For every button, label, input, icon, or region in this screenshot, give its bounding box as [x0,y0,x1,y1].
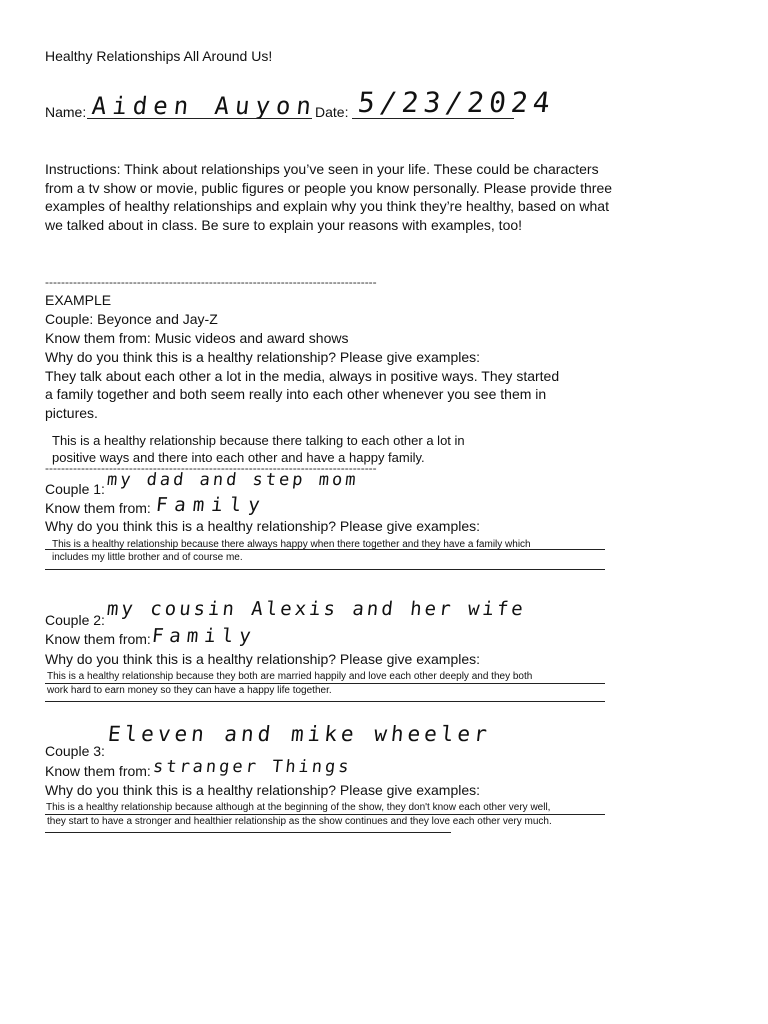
example-heading: EXAMPLE [45,292,112,308]
name-value[interactable]: Aiden Auyon [90,92,319,120]
example-answer-line: pictures. [45,405,98,421]
answer-underline [45,569,605,570]
know-value[interactable]: stranger Things [151,757,353,777]
answer-line[interactable]: This is a healthy relationship because although at the beginning of the show, they don't know each other very well, [46,802,551,813]
example-couple: Couple: Beyonce and Jay-Z [45,311,218,327]
student-answer-line[interactable]: positive ways and there into each other and have a happy family. [52,450,425,465]
know-label: Know them from: [45,500,151,516]
example-question: Why do you think this is a healthy relationship? Please give examples: [45,349,481,365]
couple-value[interactable]: Eleven and mike wheeler [106,722,493,746]
example-answer-line: a family together and both seem really into each other whenever you see them in [45,386,547,402]
couple-value[interactable]: my dad and step mom [105,470,360,490]
know-label: Know them from: [45,763,151,779]
divider: ----------------------------------------------------------------------------------- [45,276,377,288]
page-title: Healthy Relationships All Around Us! [45,48,273,64]
couple-label: Couple 2: [45,612,105,628]
know-value[interactable]: Family [154,494,268,516]
date-underline [352,118,514,119]
question: Why do you think this is a healthy relationship? Please give examples: [45,651,481,667]
couple-value[interactable]: my cousin Alexis and her wife [105,598,527,620]
couple-label: Couple 1: [45,481,105,497]
example-answer-line: They talk about each other a lot in the media, always in positive ways. They started [45,368,560,384]
answer-underline [45,701,605,702]
date-label: Date: [315,104,349,120]
date-value[interactable]: 5/23/2024 [356,86,557,119]
answer-underline [45,549,605,550]
answer-line[interactable]: work hard to earn money so they can have a happy life together. [47,685,332,696]
name-label: Name: [45,104,87,120]
divider: ----------------------------------------------------------------------------------- [45,462,377,474]
question: Why do you think this is a healthy relationship? Please give examples: [45,518,481,534]
student-answer-line[interactable]: This is a healthy relationship because there talking to each other a lot in [52,433,465,448]
know-label: Know them from: [45,631,151,647]
answer-line[interactable]: This is a healthy relationship because there always happy when there together and they have a family which [52,539,531,550]
question: Why do you think this is a healthy relationship? Please give examples: [45,782,481,798]
couple-label: Couple 3: [45,743,105,759]
know-value[interactable]: Family [150,625,258,647]
answer-line[interactable]: This is a healthy relationship because they both are married happily and love each other deeply and they both [47,671,533,682]
example-know: Know them from: Music videos and award shows [45,330,349,346]
instructions-line: from a tv show or movie, public figures or people you know personally. Please provide three [45,180,613,196]
instructions-line: we talked about in class. Be sure to explain your reasons with examples, too! [45,217,523,233]
instructions-line: Instructions: Think about relationships you’ve seen in your life. These could be characters [45,161,599,177]
instructions-line: examples of healthy relationships and explain why you think they’re healthy, based on what [45,198,609,214]
name-underline [87,118,312,119]
answer-line[interactable]: includes my little brother and of course me. [52,552,243,563]
answer-underline [45,832,451,833]
answer-line[interactable]: they start to have a stronger and healthier relationship as the show continues and they love each other very much. [47,816,552,827]
